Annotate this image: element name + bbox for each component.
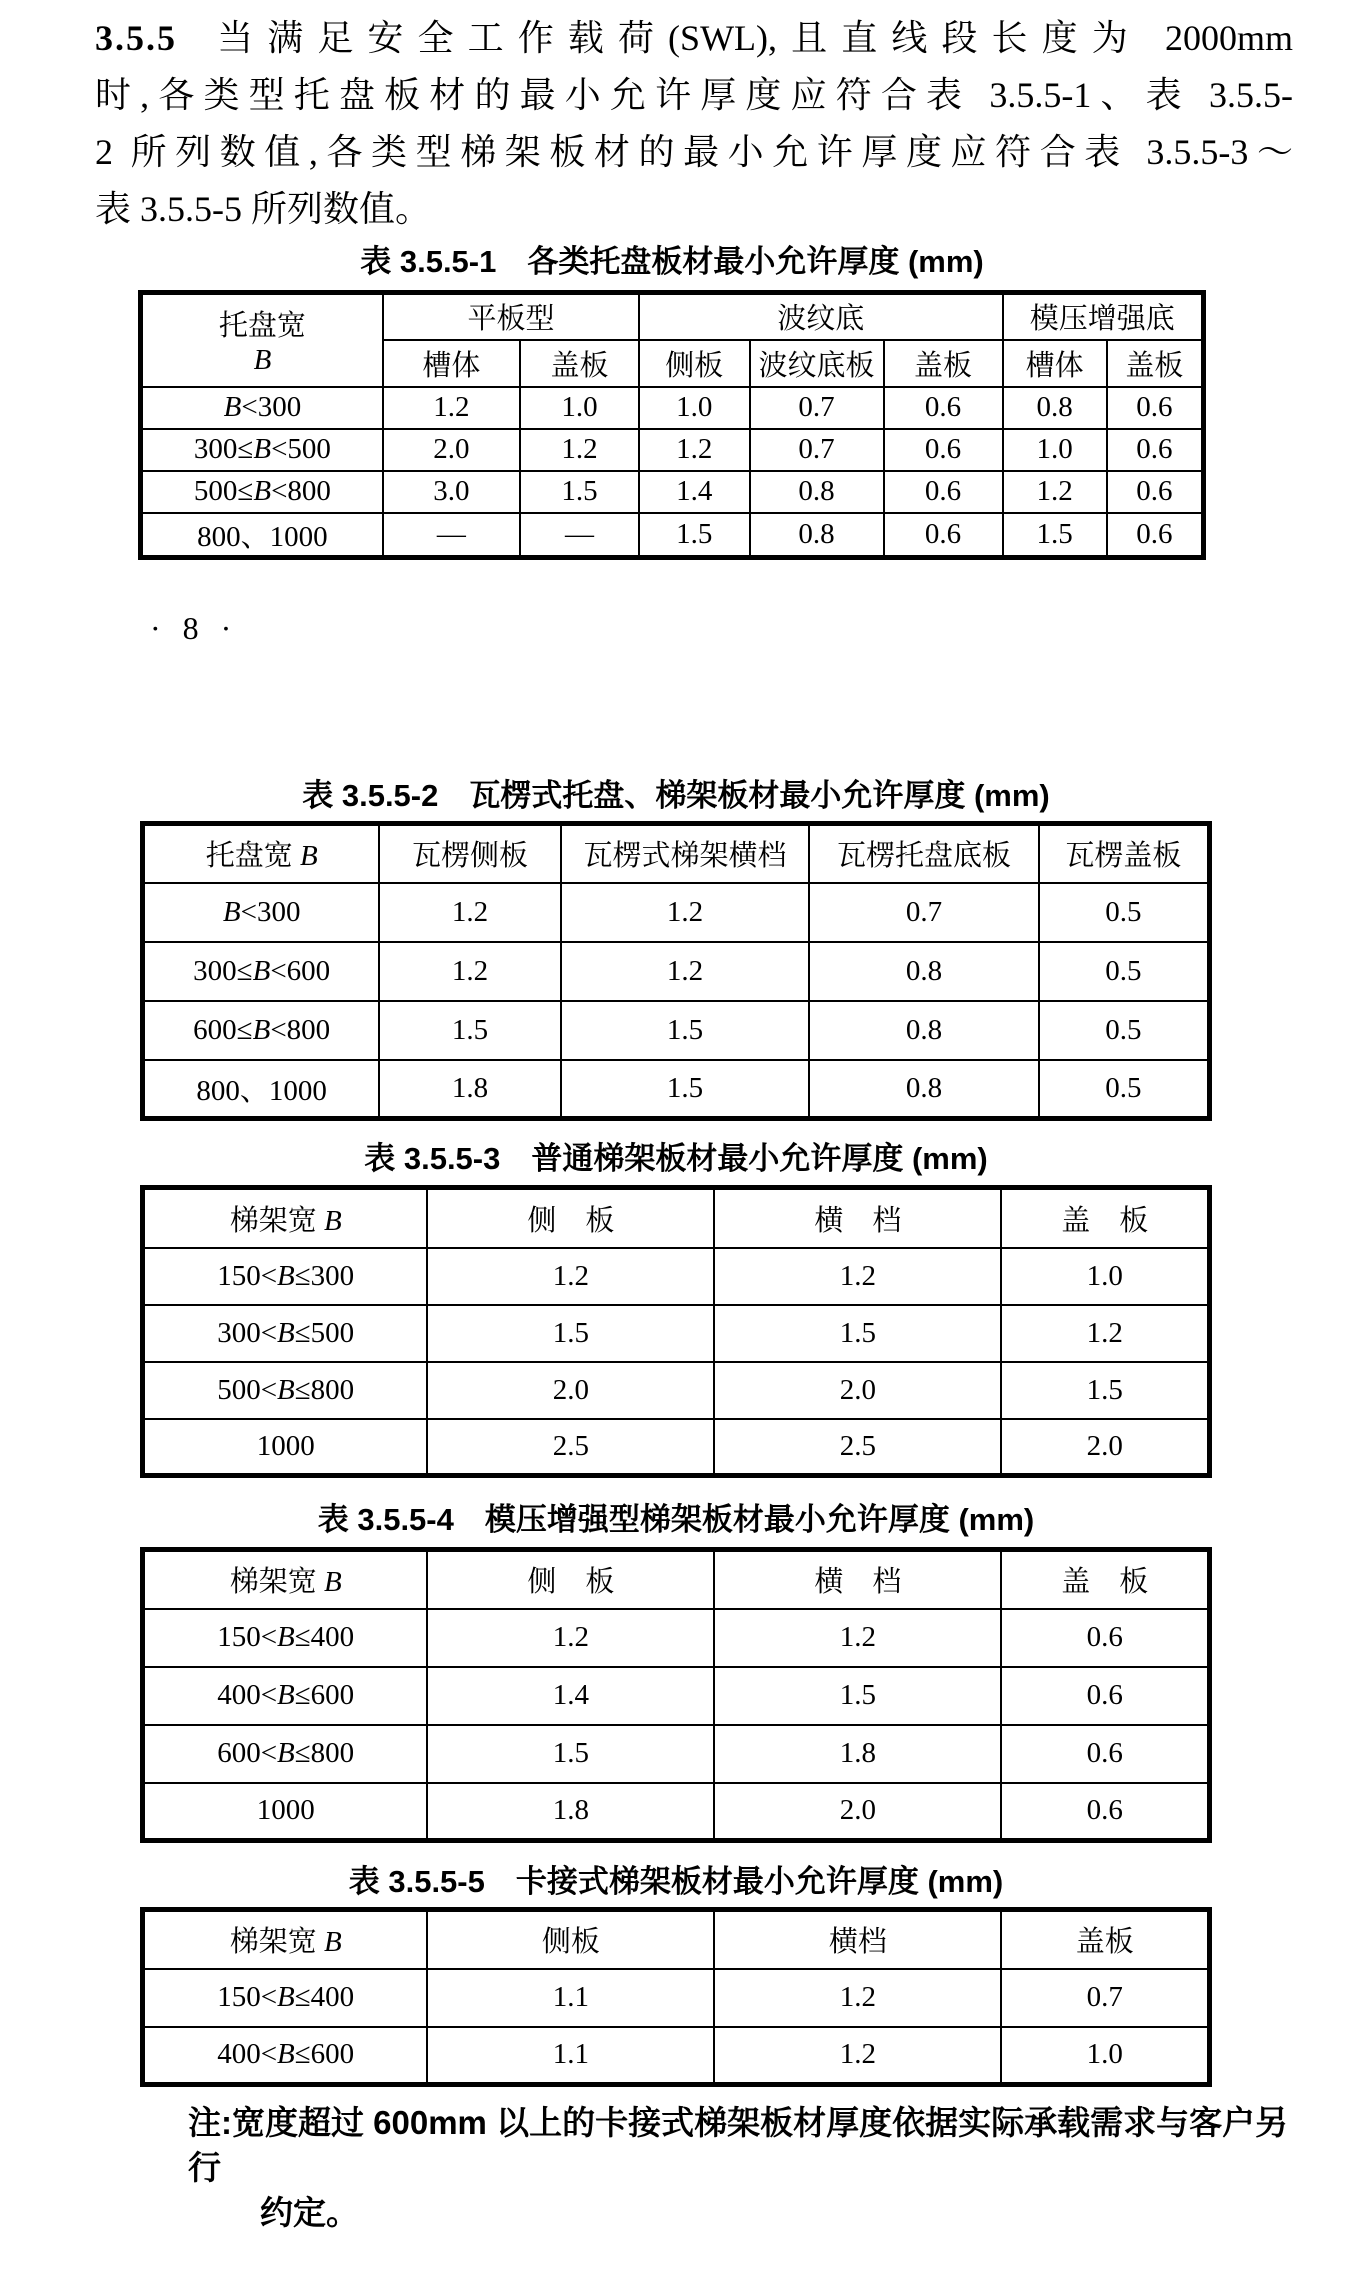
paragraph-line: 表 3.5.5-5 所列数值。: [95, 189, 431, 229]
table-cell: 0.7: [1001, 1969, 1209, 2027]
table-row: [143, 1248, 1210, 1305]
table-cell: 2.0: [714, 1783, 1001, 1841]
footnote: [188, 2100, 1298, 2235]
table-row: [143, 2027, 1210, 2085]
table-cell: 2.0: [714, 1362, 1001, 1419]
table-cell: 1.2: [561, 883, 810, 942]
table-row: [143, 1362, 1210, 1419]
column-header: 槽体: [383, 340, 520, 387]
table-row: [141, 429, 1204, 471]
paragraph-line: [95, 10, 1293, 67]
table-3.5.5-1: [138, 290, 1206, 560]
table-cell: 1.0: [1001, 2027, 1209, 2085]
table-cell: 1.2: [1003, 471, 1107, 513]
table-cell: 0.8: [750, 471, 884, 513]
table-cell: 0.6: [884, 513, 1003, 558]
column-header: 托盘宽 B: [141, 293, 383, 387]
row-label: 800、1000: [141, 513, 383, 558]
table-cell: 1.8: [379, 1060, 560, 1119]
table-cell: 0.6: [1001, 1725, 1209, 1783]
column-header: 梯架宽 B: [143, 1188, 428, 1248]
table-cell: 0.8: [750, 513, 884, 558]
column-header: 侧 板: [427, 1188, 714, 1248]
page-number: · 8 ·: [150, 610, 239, 646]
table-cell: 0.5: [1039, 942, 1210, 1001]
table-cell: 1.4: [639, 471, 750, 513]
table-cell: 1.5: [561, 1060, 810, 1119]
table-3.5.5-4: [140, 1547, 1212, 1843]
table-cell: 3.0: [383, 471, 520, 513]
table-cell: 1.0: [1001, 1248, 1209, 1305]
table-cell: —: [520, 513, 639, 558]
table-cell: 1.2: [639, 429, 750, 471]
table-cell: 0.7: [750, 387, 884, 429]
table-cell: 1.1: [427, 1969, 714, 2027]
table-cell: 1.5: [714, 1305, 1001, 1362]
column-header: 模压增强底: [1003, 293, 1204, 340]
column-header: 横档: [714, 1910, 1001, 1969]
column-header: 梯架宽 B: [143, 1910, 428, 1969]
column-header: 平板型: [383, 293, 639, 340]
table-cell: 1.5: [639, 513, 750, 558]
footnote-line: 约定。: [260, 2194, 359, 2231]
clause-number: 3.5.5: [95, 18, 177, 58]
column-header: 梯架宽 B: [143, 1550, 428, 1609]
table-cell: 0.8: [809, 942, 1038, 1001]
table-header-row: [143, 1550, 1210, 1609]
table-cell: 0.6: [1001, 1783, 1209, 1841]
table-cell: 1.2: [714, 1969, 1001, 2027]
row-label: 500<B≤800: [143, 1362, 428, 1419]
table-cell: 2.0: [383, 429, 520, 471]
table-caption: 表 3.5.5-4 模压增强型梯架板材最小允许厚度 (mm): [317, 1502, 1035, 1537]
paragraph-line: 2 所列数值,各类型梯架板材的最小允许厚度应符合表 3.5.5-3～: [95, 132, 1293, 172]
table-cell: 0.8: [809, 1001, 1038, 1060]
table-cell: 0.6: [1107, 471, 1204, 513]
table-cell: 0.6: [1107, 387, 1204, 429]
table-cell: 1.2: [520, 429, 639, 471]
table-row: [143, 1001, 1210, 1060]
column-header: 托盘宽 B: [143, 824, 380, 883]
paragraph-text: 当满足安全工作载荷(SWL),且直线段长度为 2000mm: [203, 18, 1293, 58]
column-header: 盖 板: [1001, 1550, 1209, 1609]
table-row: [143, 1969, 1210, 2027]
row-label: B<300: [143, 883, 380, 942]
table-cell: 0.6: [1107, 513, 1204, 558]
table-cell: 1.2: [714, 2027, 1001, 2085]
row-label: B<300: [141, 387, 383, 429]
table-cell: 1.2: [379, 942, 560, 1001]
table-cell: 1.2: [383, 387, 520, 429]
table-3.5.5-5: [140, 1907, 1212, 2087]
table-cell: 1.0: [639, 387, 750, 429]
table-cell: 0.6: [1001, 1609, 1209, 1667]
table-row: [143, 1060, 1210, 1119]
table-header-row: [143, 824, 1210, 883]
table-cell: 1.5: [427, 1725, 714, 1783]
row-label: 500≤B<800: [141, 471, 383, 513]
table-cell: 1.2: [379, 883, 560, 942]
table-row: [143, 1667, 1210, 1725]
table-caption: 表 3.5.5-2 瓦楞式托盘、梯架板材最小允许厚度 (mm): [302, 778, 1050, 813]
table-cell: 2.5: [427, 1419, 714, 1476]
table-row: [141, 387, 1204, 429]
row-label: 800、1000: [143, 1060, 380, 1119]
column-header: 侧板: [427, 1910, 714, 1969]
column-header: 盖板: [1107, 340, 1204, 387]
row-label: 400<B≤600: [143, 1667, 428, 1725]
column-header: 波纹底板: [750, 340, 884, 387]
table-cell: 1.8: [427, 1783, 714, 1841]
table-cell: 0.6: [1001, 1667, 1209, 1725]
table-cell: 1.0: [520, 387, 639, 429]
table-row: [143, 1725, 1210, 1783]
column-header: 瓦楞侧板: [379, 824, 560, 883]
table-caption: 表 3.5.5-5 卡接式梯架板材最小允许厚度 (mm): [348, 1864, 1004, 1899]
table-cell: 1.5: [379, 1001, 560, 1060]
table-cell: 0.5: [1039, 1060, 1210, 1119]
table-row: [143, 1609, 1210, 1667]
table-cell: 1.4: [427, 1667, 714, 1725]
row-label: 1000: [143, 1419, 428, 1476]
column-header: 瓦楞盖板: [1039, 824, 1210, 883]
table-row: [143, 1783, 1210, 1841]
table-cell: 0.6: [884, 387, 1003, 429]
table-cell: 0.6: [884, 471, 1003, 513]
table-cell: 0.5: [1039, 883, 1210, 942]
row-label: 300≤B<500: [141, 429, 383, 471]
row-label: 400<B≤600: [143, 2027, 428, 2085]
table-cell: 0.7: [809, 883, 1038, 942]
column-header: 盖 板: [1001, 1188, 1209, 1248]
table-cell: 1.5: [1003, 513, 1107, 558]
column-header: 侧板: [639, 340, 750, 387]
table-cell: 1.5: [427, 1305, 714, 1362]
table-cell: 1.8: [714, 1725, 1001, 1783]
table-row: [143, 883, 1210, 942]
table-cell: 1.5: [520, 471, 639, 513]
table-cell: 1.5: [714, 1667, 1001, 1725]
table-cell: 1.2: [714, 1609, 1001, 1667]
table-3.5.5-2: [140, 821, 1212, 1121]
column-header: 侧 板: [427, 1550, 714, 1609]
row-label: 300≤B<600: [143, 942, 380, 1001]
row-label: 300<B≤500: [143, 1305, 428, 1362]
table-cell: 1.5: [561, 1001, 810, 1060]
table-cell: —: [383, 513, 520, 558]
table-header-row: [141, 293, 1204, 340]
table-3.5.5-3: [140, 1185, 1212, 1478]
table-cell: 1.1: [427, 2027, 714, 2085]
table-cell: 1.2: [1001, 1305, 1209, 1362]
table-cell: 0.5: [1039, 1001, 1210, 1060]
column-header: 横 档: [714, 1188, 1001, 1248]
row-label: 600≤B<800: [143, 1001, 380, 1060]
table-row: [143, 942, 1210, 1001]
column-header: 盖板: [520, 340, 639, 387]
table-cell: 1.0: [1003, 429, 1107, 471]
column-header: 波纹底: [639, 293, 1003, 340]
row-label: 1000: [143, 1783, 428, 1841]
table-row: [143, 1305, 1210, 1362]
table-cell: 0.6: [884, 429, 1003, 471]
table-cell: 0.8: [809, 1060, 1038, 1119]
table-cell: 1.2: [714, 1248, 1001, 1305]
table-header-row: [143, 1188, 1210, 1248]
table-row: [141, 471, 1204, 513]
column-header: 盖板: [1001, 1910, 1209, 1969]
table-cell: 1.5: [1001, 1362, 1209, 1419]
table-cell: 0.7: [750, 429, 884, 471]
footnote-line: 注:宽度超过 600mm 以上的卡接式梯架板材厚度依据实际承载需求与客户另行: [188, 2104, 1289, 2186]
row-label: 150<B≤400: [143, 1969, 428, 2027]
row-label: 150<B≤400: [143, 1609, 428, 1667]
column-header: 横 档: [714, 1550, 1001, 1609]
row-label: 600<B≤800: [143, 1725, 428, 1783]
table-cell: 1.2: [561, 942, 810, 1001]
table-cell: 1.2: [427, 1248, 714, 1305]
table-cell: 0.6: [1107, 429, 1204, 471]
column-header: 盖板: [884, 340, 1003, 387]
table-caption: 表 3.5.5-3 普通梯架板材最小允许厚度 (mm): [364, 1141, 988, 1176]
table-row: [143, 1419, 1210, 1476]
table-caption: 表 3.5.5-1 各类托盘板材最小允许厚度 (mm): [360, 244, 984, 279]
clause-paragraph: [95, 10, 1293, 238]
paragraph-line: 时,各类型托盘板材的最小允许厚度应符合表 3.5.5-1、表 3.5.5-: [95, 75, 1293, 115]
column-header: 槽体: [1003, 340, 1107, 387]
row-label: 150<B≤300: [143, 1248, 428, 1305]
table-row: [141, 513, 1204, 558]
table-cell: 0.8: [1003, 387, 1107, 429]
table-cell: 1.2: [427, 1609, 714, 1667]
table-cell: 2.0: [427, 1362, 714, 1419]
column-header: 瓦楞托盘底板: [809, 824, 1038, 883]
table-cell: 2.5: [714, 1419, 1001, 1476]
column-header: 瓦楞式梯架横档: [561, 824, 810, 883]
table-header-row: [143, 1910, 1210, 1969]
table-cell: 2.0: [1001, 1419, 1209, 1476]
